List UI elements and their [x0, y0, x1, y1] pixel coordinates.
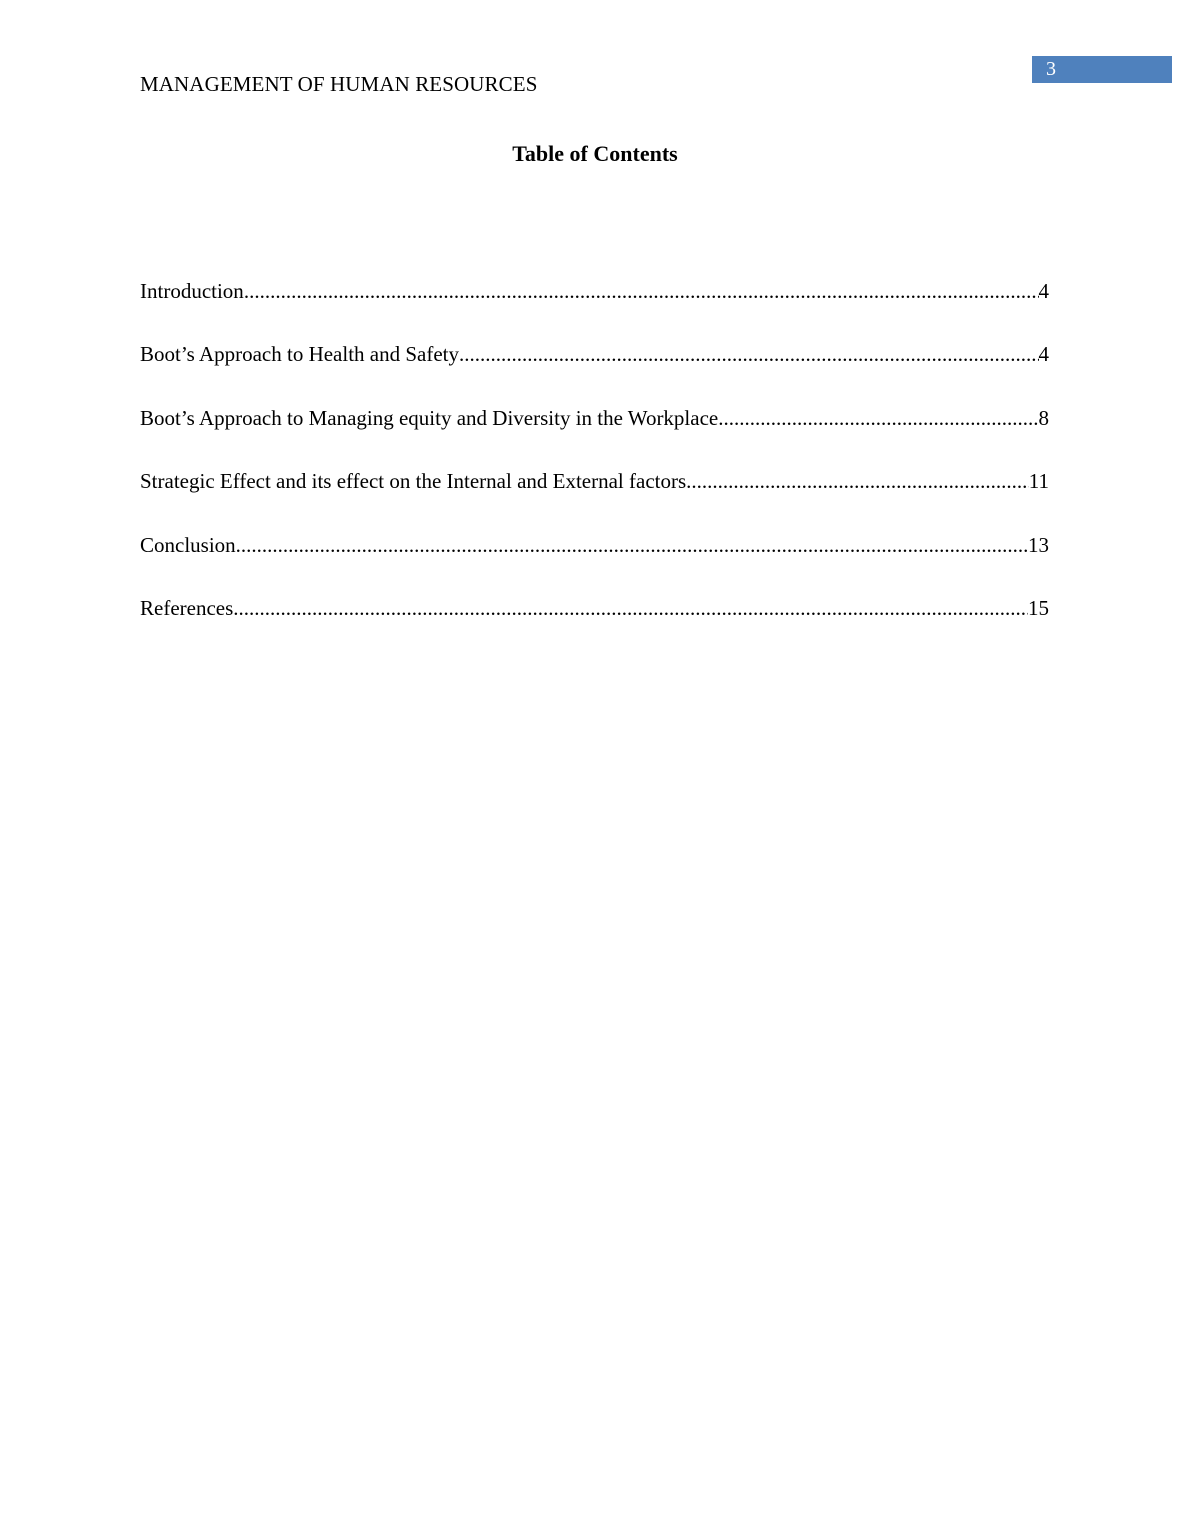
- toc-list: [140, 276, 1049, 656]
- toc-entry-page: 11: [1028, 469, 1049, 494]
- toc-entry-label: Introduction: [140, 279, 244, 303]
- toc-dot-leader: [718, 403, 1038, 433]
- toc-entry-strategic-effect[interactable]: [140, 466, 1049, 529]
- toc-entry-page: 4: [1038, 342, 1049, 367]
- toc-dot-leader: [686, 466, 1029, 496]
- toc-entry-conclusion[interactable]: [140, 530, 1049, 593]
- toc-entry-label: Conclusion: [140, 532, 236, 557]
- toc-entry-label: Boot’s Approach to Managing equity and Diversity in the Workplace: [140, 405, 719, 430]
- toc-title: Table of Contents: [512, 141, 678, 166]
- toc-dot-leader: [233, 593, 1028, 623]
- toc-entry-references[interactable]: [140, 593, 1049, 656]
- toc-entry-label: Boot’s Approach to Health and Safety: [140, 342, 460, 367]
- toc-entry-health-and-safety[interactable]: [140, 339, 1049, 402]
- toc-entry-page: 13: [1028, 532, 1049, 557]
- toc-entry-equity-and-diversity[interactable]: [140, 403, 1049, 466]
- toc-entry-page: 15: [1028, 595, 1049, 620]
- page-number-badge: [1032, 56, 1172, 83]
- toc-entry-label: References: [140, 595, 234, 620]
- toc-entry-page: 4: [1038, 279, 1049, 303]
- page-number: 3: [1046, 58, 1056, 80]
- toc-entry-label: Strategic Effect and its effect on the Internal and External factors: [140, 469, 687, 494]
- toc-dot-leader: [459, 339, 1038, 369]
- toc-dot-leader: [244, 276, 1039, 306]
- toc-entry-introduction[interactable]: [140, 276, 1049, 339]
- toc-entry-page: 8: [1038, 405, 1049, 430]
- running-head: MANAGEMENT OF HUMAN RESOURCES: [140, 72, 538, 96]
- toc-dot-leader: [236, 530, 1028, 560]
